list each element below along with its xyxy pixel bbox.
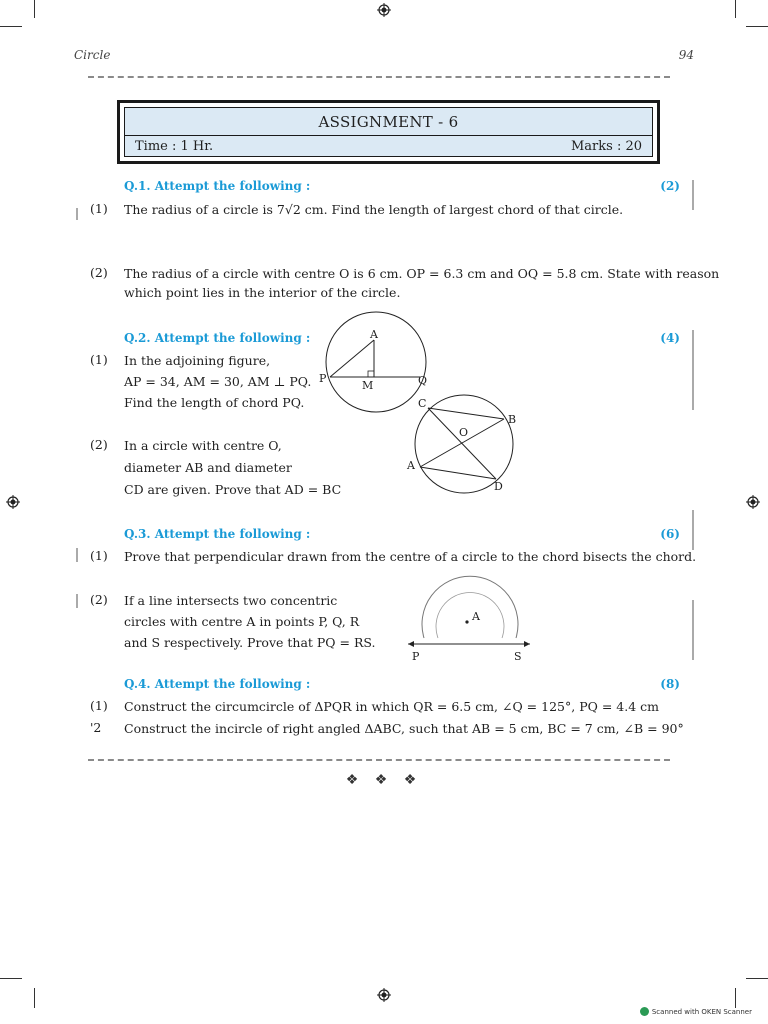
crop-mark — [0, 978, 22, 979]
question-text: The radius of a circle is 7√2 cm. Find the length of largest chord of that circle. — [124, 202, 624, 217]
scan-artifact — [76, 548, 78, 562]
page-number: 94 — [678, 48, 694, 62]
time-label: Time : 1 Hr. — [135, 139, 214, 154]
item-number: (1) — [90, 352, 108, 367]
registration-mark-icon — [6, 495, 20, 509]
question-text: In a circle with centre O, — [124, 438, 282, 453]
question-text: In the adjoining figure, — [124, 353, 271, 368]
label-P: P — [412, 650, 420, 663]
bottom-dashed-divider — [88, 759, 670, 761]
question-text: If a line intersects two concentric — [124, 593, 338, 608]
item-number: (2) — [90, 437, 108, 452]
assignment-header-box — [117, 100, 660, 164]
label-S: S — [514, 650, 522, 663]
crop-mark — [735, 988, 736, 1008]
question-text: Construct the circumcircle of ΔPQR in which QR = 6.5 cm, ∠Q = 125°, PQ = 4.4 cm — [124, 699, 659, 714]
question-text: which point lies in the interior of the circle. — [124, 285, 401, 300]
item-number: '2 — [90, 720, 102, 735]
crop-mark — [746, 978, 768, 979]
item-number: (1) — [90, 201, 108, 216]
item-number: (2) — [90, 592, 108, 607]
question-marks: (4) — [660, 331, 680, 345]
question-text: Construct the incircle of right angled ΔABC, such that AB = 5 cm, BC = 7 cm, ∠B = 90° — [124, 721, 684, 736]
question-text: The radius of a circle with centre O is 6 cm. OP = 6.3 cm and OQ = 5.8 cm. State with reason — [124, 266, 720, 281]
crop-mark — [34, 0, 35, 18]
scan-artifact — [76, 208, 78, 220]
question-text: Prove that perpendicular drawn from the centre of a circle to the chord bisects the chord. — [124, 549, 697, 564]
scan-artifact — [692, 180, 694, 210]
question-text: circles with centre A in points P, Q, R — [124, 614, 360, 629]
scanner-logo-icon — [640, 1007, 649, 1016]
marks-label: Marks : 20 — [570, 139, 642, 154]
end-ornament: ❖ ❖ ❖ — [345, 772, 423, 788]
assignment-title: ASSIGNMENT - 6 — [318, 113, 459, 131]
item-number: (1) — [90, 698, 108, 713]
scanner-label: Scanned with OKEN Scanner — [651, 1007, 752, 1016]
top-dashed-divider — [88, 76, 670, 78]
label-M: M — [362, 379, 374, 392]
label-O: O — [459, 426, 469, 439]
scan-artifact — [692, 600, 694, 660]
item-number: (1) — [90, 548, 108, 563]
crop-mark — [0, 26, 22, 27]
item-number: (2) — [90, 265, 108, 280]
figure-concentric-circles — [404, 568, 534, 664]
label-A: A — [407, 459, 415, 472]
crop-mark — [34, 988, 35, 1008]
label-B: B — [508, 413, 517, 426]
scan-artifact — [692, 330, 694, 410]
question-marks: (2) — [660, 179, 680, 193]
registration-mark-icon — [377, 988, 391, 1002]
question-marks: (8) — [660, 677, 680, 691]
question-text: and S respectively. Prove that PQ = RS. — [124, 635, 376, 650]
label-A: A — [472, 610, 480, 623]
label-D: D — [494, 480, 503, 493]
question-heading: Q.2. Attempt the following : — [124, 331, 311, 345]
question-text: CD are given. Prove that AD = BC — [124, 482, 342, 497]
label-C: C — [418, 397, 427, 410]
scanner-watermark — [640, 1007, 752, 1016]
question-heading: Q.4. Attempt the following : — [124, 677, 311, 691]
figure-two-diameters — [400, 388, 524, 498]
registration-mark-icon — [377, 3, 391, 17]
crop-mark — [746, 26, 768, 27]
label-Q: Q — [418, 374, 428, 387]
label-A: A — [370, 328, 378, 341]
crop-mark — [735, 0, 736, 18]
registration-mark-icon — [746, 495, 760, 509]
question-text: Find the length of chord PQ. — [124, 395, 305, 410]
question-text: diameter AB and diameter — [124, 460, 292, 475]
scan-artifact — [76, 594, 78, 608]
chapter-title: Circle — [74, 48, 111, 62]
scan-artifact — [692, 510, 694, 550]
question-text: AP = 34, AM = 30, AM ⊥ PQ. — [124, 374, 312, 389]
label-P: P — [319, 372, 327, 385]
question-heading: Q.3. Attempt the following : — [124, 527, 311, 541]
question-marks: (6) — [660, 527, 680, 541]
question-heading: Q.1. Attempt the following : — [124, 179, 311, 193]
